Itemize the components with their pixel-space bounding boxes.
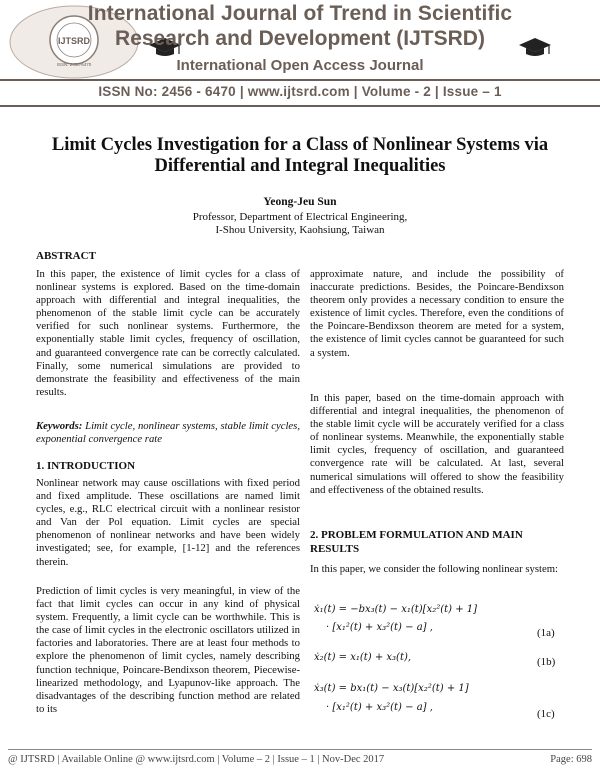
abstract-text: [36, 268, 300, 399]
problem-formulation-heading: 2. PROBLEM FORMULATION AND MAIN RESULTS: [310, 529, 523, 555]
equation-1b-line1: ẋ₂(t) = x₁(t) + x₃(t),: [314, 652, 412, 663]
paper-title-line2: Differential and Integral Inequalities: [154, 156, 446, 176]
equation-number: (1b): [537, 656, 556, 668]
intro-paragraph-text: Prediction of limit cycles is very meaningful, in view of the fact that limit cycles can occur in any kind of physical system. Frequently, a limit cycle can be worthwhile. This is the case of limit cycles in the electronic oscillators utilized in factories and laboratories. There are at least four methods to explore the phenomenon of limit cycles, namely describing function technique, Poincare-Bendixson theorem, Piecewise-linearized methodology, and Lyapunov-like approach. The disadvantages of the describing function method are related to its: [36, 585, 300, 715]
equation-1a-line2: · [x₁²(t) + x₃²(t) − a] ,: [326, 622, 433, 633]
svg-text:IJTSRD: IJTSRD: [57, 36, 91, 46]
keywords-label: Keywords:: [36, 420, 83, 432]
paper-title: [0, 135, 600, 177]
keywords-text: Limit cycle, nonlinear systems, stable limit cycles, exponential convergence rate: [36, 420, 300, 446]
issn-line: ISSN No: 2456 - 6470 | www.ijtsrd.com | Volume - 2 | Issue – 1: [98, 84, 502, 99]
problem-formulation-paragraph: In this paper, we consider the following nonlinear system:: [310, 563, 558, 575]
journal-title-line1: International Journal of Trend in Scientific: [87, 2, 513, 25]
body-paragraph-text: approximate nature, and include the possibility of inaccurate predictions. Besides, the Poincare-Bendixson theorem only provides a necessary condition to ensure the existence of limit cycles. Therefore, even the conditions of the Poincare-Bendixson theorem are meted for a system, the existence of limit cycles cannot be guaranteed for such a system.: [310, 268, 564, 359]
page-number: Page: 698: [550, 754, 592, 765]
equation-1a-line1: ẋ₁(t) = −bx₃(t) − x₁(t)[x₂²(t) + 1]: [314, 604, 478, 615]
equation-1c-line2: · [x₁²(t) + x₃²(t) − a] ,: [326, 702, 433, 713]
journal-title-line2: Research and Development (IJTSRD): [115, 27, 485, 50]
page-footer: [8, 754, 592, 765]
author-affiliation: Professor, Department of Electrical Engineering,: [192, 211, 408, 223]
intro-paragraph: [36, 585, 300, 716]
equation-1c-line1: ẋ₃(t) = bx₁(t) − x₃(t)[x₂²(t) + 1]: [314, 683, 469, 694]
header-divider: [0, 79, 600, 81]
footer-left-text: @ IJTSRD | Available Online @ www.ijtsrd.com | Volume – 2 | Issue – 1 | Nov-Dec 2017: [8, 754, 385, 765]
abstract-heading: ABSTRACT: [36, 250, 96, 262]
body-paragraph: [310, 392, 564, 497]
equation-number: (1a): [537, 627, 555, 639]
abstract-paragraph: In this paper, the existence of limit cycles for a class of nonlinear systems is explored. Based on the time-domain approach with differential and integral inequalities, the phenomenon of the stable limit cycle can be accurately verified for such nonlinear systems. Furthermore, the exponentially stable limit cycles, frequency of oscillation, and guaranteed convergence rate can be correctly calculated. Finally, some numerical simulations are provided to demonstrate the feasibility and effectiveness of the main results.: [36, 268, 300, 398]
problem-formulation-text: [310, 563, 564, 576]
body-paragraph: [310, 268, 564, 360]
footer-divider: [8, 749, 592, 750]
journal-subtitle: International Open Access Journal: [176, 57, 424, 74]
svg-text:ISSN: 2456-6470: ISSN: 2456-6470: [56, 62, 92, 67]
intro-paragraph: [36, 477, 300, 569]
paper-title-line1: Limit Cycles Investigation for a Class of Nonlinear Systems via: [51, 135, 549, 155]
author-affiliation: I-Shou University, Kaohsiung, Taiwan: [215, 224, 385, 236]
author-name: Yeong-Jeu Sun: [263, 196, 337, 208]
keywords: [36, 420, 300, 446]
body-paragraph-text: In this paper, based on the time-domain approach with differential and integral inequalities, the phenomenon of the stable limit cycle will be accurately verified for a class of nonlinear systems. Meanwhile, the exponentially stable limit cycles, frequency of oscillation, and guaranteed convergence rate will be calculated. At last, several numerical simulations will offered to show the feasibility and effectiveness of the obtained results.: [310, 392, 564, 496]
equation-number: (1c): [537, 708, 555, 720]
intro-paragraph-text: Nonlinear network may cause oscillations with fixed period and fixed amplitude. These oscillations are named limit cycles, e.g., RLC electrical circuit with a nonlinear resistor and Van der Pol equation. Limit cycles are special phenomenon of nonlinear networks and have been widely investigated; see, for example, [1-12] and the references therein.: [36, 477, 300, 568]
introduction-heading: 1. INTRODUCTION: [36, 460, 136, 472]
header-divider: [0, 105, 600, 107]
